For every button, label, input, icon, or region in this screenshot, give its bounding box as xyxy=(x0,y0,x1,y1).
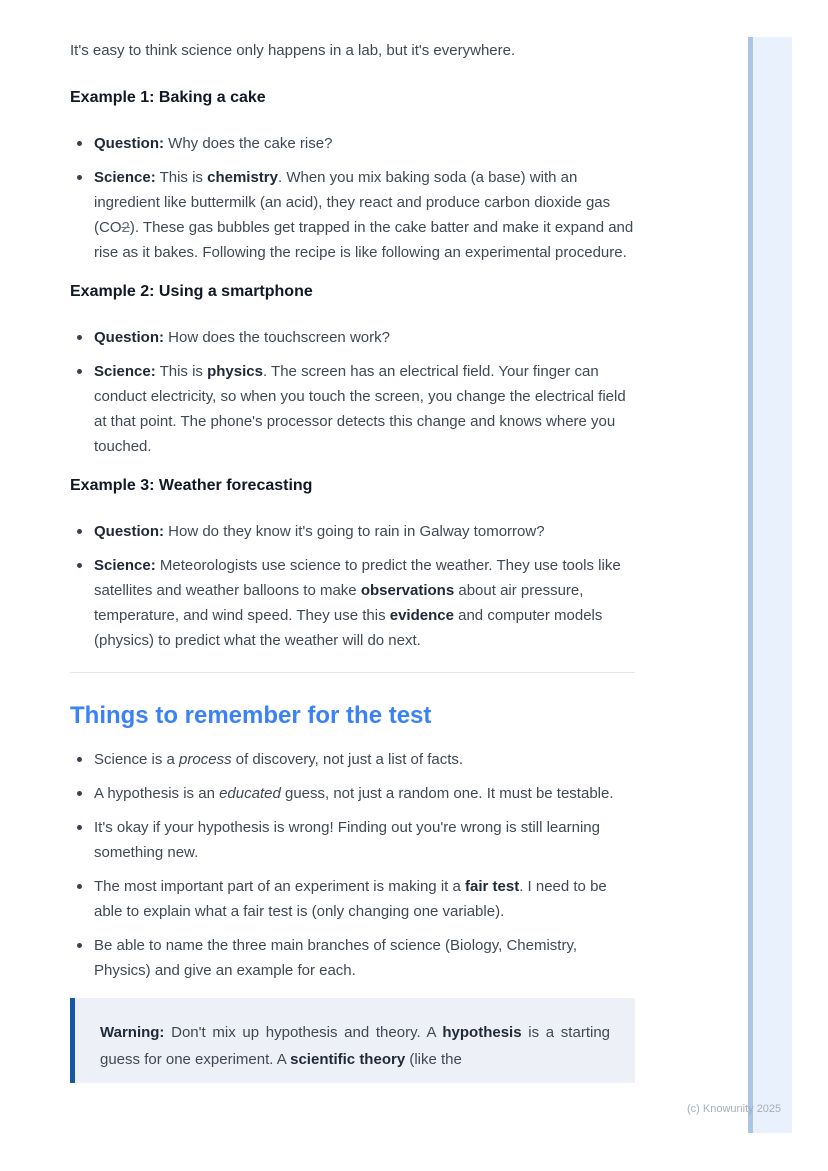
bullet-text: Question: Why does the cake rise? xyxy=(94,135,333,152)
section-divider xyxy=(70,672,635,673)
bullet-marker-icon xyxy=(77,563,82,568)
bullet-text: Science: This is physics. The screen has an electrical field. Your finger can conduct electricity, so when you touch the screen, you change the electrical field at that point. The phone's processor detects this change and knows where you touched. xyxy=(94,363,626,455)
bullet-item xyxy=(70,359,635,459)
examples-list xyxy=(70,88,635,653)
bullet-item xyxy=(70,553,635,653)
example-heading: Example 1: Baking a cake xyxy=(70,89,266,106)
bullet-text: Question: How do they know it's going to rain in Galway tomorrow? xyxy=(94,523,545,540)
bullet-text: Science: Meteorologists use science to predict the weather. They use tools like satellites and weather balloons to make observations about air pressure, temperature, and wind speed. They use this evidence and computer models (physics) to predict what the weather will do next. xyxy=(94,557,621,649)
bullet-marker-icon xyxy=(77,825,82,830)
example-section xyxy=(70,88,635,265)
bullet-item xyxy=(70,933,635,983)
bullet-marker-icon xyxy=(77,757,82,762)
bullet-text: Question: How does the touchscreen work? xyxy=(94,329,390,346)
bullet-item xyxy=(70,747,635,772)
example-section xyxy=(70,476,635,653)
example-bullet-list xyxy=(70,519,635,653)
example-heading: Example 3: Weather forecasting xyxy=(70,477,313,494)
bullet-item xyxy=(70,519,635,544)
bullet-item xyxy=(70,781,635,806)
warning-text: Warning: Don't mix up hypothesis and theory. A hypothesis is a starting guess for one experiment. A scientific theory (like the xyxy=(100,1024,611,1068)
remember-section-heading: Things to remember for the test xyxy=(70,702,432,729)
document-content xyxy=(70,38,635,1083)
bullet-text: It's okay if your hypothesis is wrong! Finding out you're wrong is still learning something new. xyxy=(94,819,600,861)
bullet-item xyxy=(70,131,635,156)
bullet-marker-icon xyxy=(77,943,82,948)
example-heading: Example 2: Using a smartphone xyxy=(70,283,313,300)
watermark: (c) Knowunity 2025 xyxy=(687,1103,782,1115)
bullet-text: A hypothesis is an educated guess, not just a random one. It must be testable. xyxy=(94,785,614,802)
bullet-marker-icon xyxy=(77,335,82,340)
warning-callout xyxy=(70,998,635,1083)
page-edge-strip xyxy=(748,37,792,1133)
bullet-marker-icon xyxy=(77,884,82,889)
remember-bullet-list xyxy=(70,747,635,983)
bullet-marker-icon xyxy=(77,175,82,180)
intro-paragraph: It's easy to think science only happens in a lab, but it's everywhere. xyxy=(70,42,516,59)
bullet-text: Science: This is chemistry. When you mix baking soda (a base) with an ingredient like buttermilk (an acid), they react and produce carbon dioxide gas (CO2). These gas bubbles get trapped in the cake batter and make it expand and rise as it bakes. Following the recipe is like following an experimental procedure. xyxy=(94,169,634,261)
bullet-marker-icon xyxy=(77,791,82,796)
bullet-item xyxy=(70,874,635,924)
bullet-text: Be able to name the three main branches of science (Biology, Chemistry, Physics) and give an example for each. xyxy=(94,937,578,979)
example-bullet-list xyxy=(70,131,635,265)
bullet-marker-icon xyxy=(77,369,82,374)
bullet-marker-icon xyxy=(77,529,82,534)
bullet-text: The most important part of an experiment is making it a fair test. I need to be able to explain what a fair test is (only changing one variable). xyxy=(94,878,607,920)
bullet-text: Science is a process of discovery, not just a list of facts. xyxy=(94,751,464,768)
bullet-item xyxy=(70,325,635,350)
example-bullet-list xyxy=(70,325,635,459)
bullet-item xyxy=(70,165,635,265)
bullet-marker-icon xyxy=(77,141,82,146)
example-section xyxy=(70,282,635,459)
bullet-item xyxy=(70,815,635,865)
